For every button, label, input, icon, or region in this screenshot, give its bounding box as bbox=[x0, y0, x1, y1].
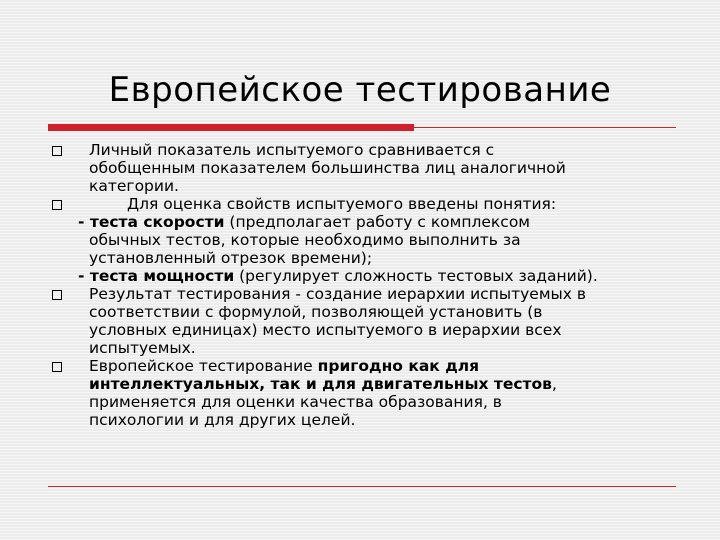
hollow-square-bullet-icon bbox=[52, 146, 62, 156]
bullet-3-line-1: Результат тестирования - создание иерархии испытуемых в bbox=[89, 285, 586, 303]
bullet-4-comma: , bbox=[552, 375, 557, 393]
slide-body bbox=[52, 141, 692, 429]
hollow-square-bullet-icon bbox=[52, 290, 62, 300]
speed-test-line-2: обычных тестов, которые необходимо выполнить за bbox=[89, 231, 521, 249]
bullet-3-line-4: испытуемых. bbox=[89, 339, 196, 357]
speed-test-line-1 bbox=[78, 213, 692, 231]
bullet-item-2 bbox=[52, 195, 692, 213]
bullet-item-3 bbox=[52, 285, 692, 357]
bullet-3-line-2: соответствии с формулой, позволяющей установить (в bbox=[89, 303, 543, 321]
bullet-3-line-3: условных единицах) место испытуемого в иерархии всех bbox=[89, 321, 562, 339]
power-test-term: - теста мощности bbox=[78, 267, 235, 285]
bullet-4-intro: Европейское тестирование bbox=[89, 357, 318, 375]
hollow-square-bullet-icon bbox=[52, 200, 62, 210]
bullet-4-line-4: психологии и для других целей. bbox=[89, 411, 356, 429]
title-divider-accent bbox=[48, 124, 414, 131]
bullet-4-line-1 bbox=[89, 357, 692, 375]
footer-divider bbox=[48, 486, 676, 487]
hollow-square-bullet-icon bbox=[52, 362, 62, 372]
bullet-1-line-2: обобщенным показателем большинства лиц аналогичной bbox=[89, 159, 566, 177]
bullet-4-emphasis-1: пригодно как для bbox=[317, 357, 480, 375]
bullet-4-emphasis-2: интеллектуальных, так и для двигательных тестов bbox=[89, 375, 552, 393]
bullet-4-line-2 bbox=[89, 375, 692, 393]
speed-test-desc: (предполагает работу с комплексом bbox=[224, 213, 530, 231]
power-test-line-1 bbox=[78, 267, 692, 285]
bullet-item-4 bbox=[52, 357, 692, 429]
bullet-item-1 bbox=[52, 141, 692, 195]
bullet-1-line-3: категории. bbox=[89, 177, 179, 195]
sub-item-power-test bbox=[52, 267, 692, 285]
bullet-4-line-3: применяется для оценки качества образования, в bbox=[89, 393, 502, 411]
sub-item-speed-test bbox=[52, 213, 692, 267]
speed-test-term: - теста скорости bbox=[78, 213, 225, 231]
bullet-1-line-1: Личный показатель испытуемого сравнивается с bbox=[89, 141, 495, 159]
speed-test-line-3: установленный отрезок времени); bbox=[89, 249, 373, 267]
slide-title: Европейское тестирование bbox=[108, 70, 612, 110]
bullet-2-line-1: Для оценка свойств испытуемого введены понятия: bbox=[127, 195, 557, 213]
power-test-desc: (регулирует сложность тестовых заданий). bbox=[234, 267, 598, 285]
